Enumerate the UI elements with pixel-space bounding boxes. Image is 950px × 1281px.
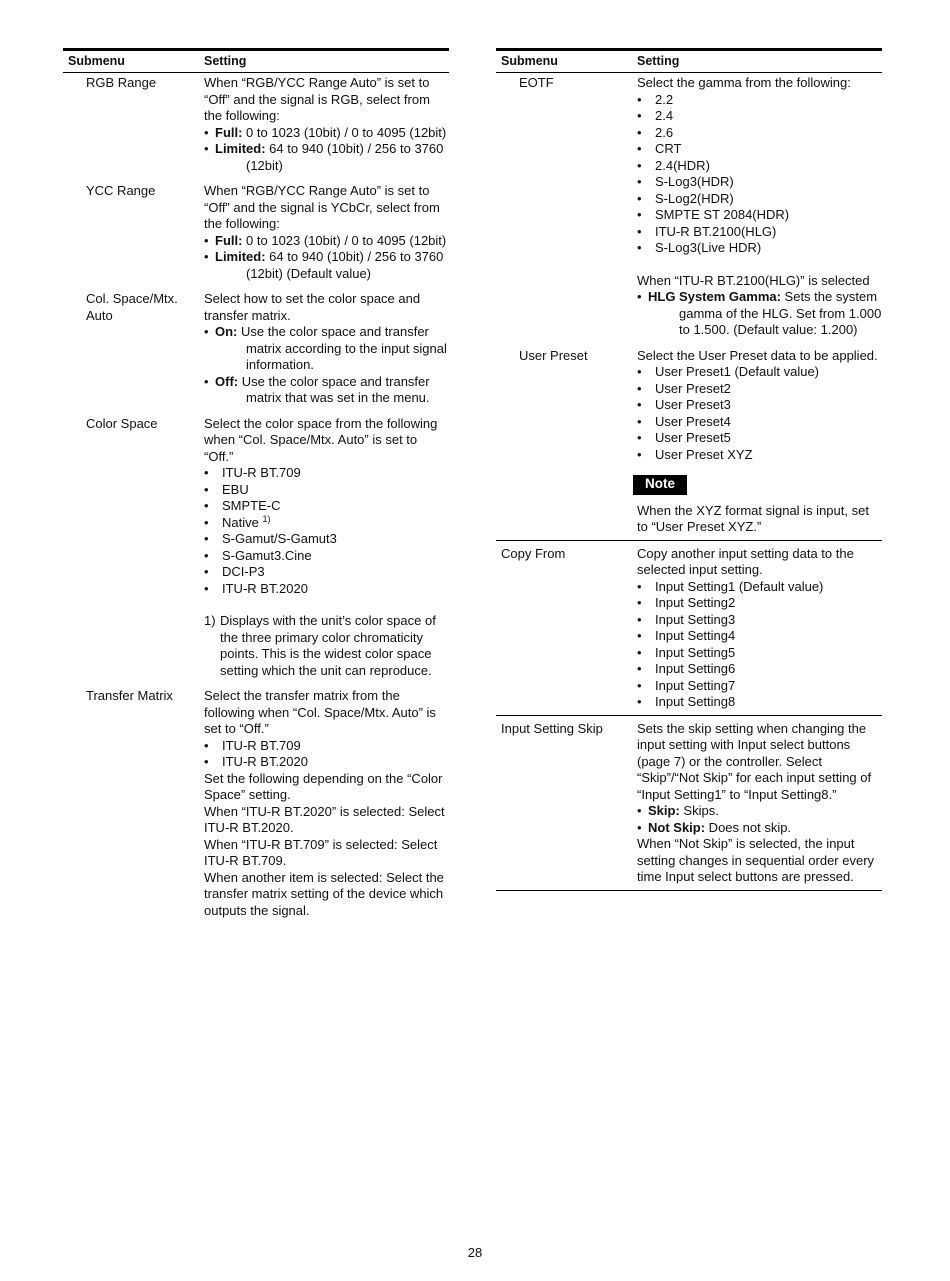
note-label: Note	[633, 475, 687, 495]
setting-cell	[204, 688, 449, 919]
list-item: • ITU-R BT.709	[204, 737, 301, 753]
list-item: • 2.6	[637, 124, 674, 140]
note-text: When the XYZ format signal is input, set to “User Preset XYZ.”	[637, 502, 869, 534]
list-item: • Input Setting1 (Default value)	[637, 578, 824, 594]
submenu-label: Copy From	[501, 545, 566, 561]
list-item: • Input Setting8	[637, 694, 736, 709]
right-table	[496, 48, 882, 891]
setting-intro: Select the User Preset data to be applied.	[637, 347, 878, 363]
header-setting: Setting	[637, 54, 680, 69]
row-ycc-range	[63, 181, 449, 282]
setting-cell	[204, 183, 449, 282]
submenu-label: YCC Range	[86, 183, 156, 198]
list-item: • Limited: 64 to 940 (10bit) / 256 to 3760 (12bit)	[204, 141, 444, 173]
header-submenu: Submenu	[68, 54, 125, 69]
left-table	[63, 48, 449, 919]
list-item: • Off: Use the color space and transfer matrix that was set in the menu.	[204, 373, 430, 405]
row-input-setting-skip	[496, 719, 882, 891]
submenu-label: Col. Space/Mtx. Auto	[86, 291, 178, 323]
list-item: • ITU-R BT.2020	[204, 754, 308, 769]
row-col-space-auto	[63, 289, 449, 407]
list-item: • S-Gamut/S-Gamut3	[204, 531, 337, 546]
list-item: • HLG System Gamma: Sets the system gamma of the HLG. Set from 1.000 to 1.500. (Default value: 1.200)	[637, 289, 882, 337]
list-item: • Not Skip: Does not skip.	[637, 819, 792, 835]
list-item: • EBU	[204, 481, 249, 497]
list-item: • User Preset2	[637, 380, 731, 396]
setting-intro: Select the transfer matrix from the following when “Col. Space/Mtx. Auto” is set to “Off.”	[204, 688, 436, 736]
setting-cell	[204, 75, 449, 174]
row-transfer-matrix	[63, 686, 449, 919]
list-item: • 2.4	[637, 108, 674, 123]
list-item: • ITU-R BT.2020	[204, 580, 308, 596]
list-item: • Limited: 64 to 940 (10bit) / 256 to 3760 (12bit) (Default value)	[204, 249, 444, 281]
setting-text: When another item is selected: Select the transfer matrix setting of the device which outputs the signal.	[204, 869, 444, 918]
setting-cell	[637, 348, 882, 536]
list-item: • Full: 0 to 1023 (10bit) / 0 to 4095 (12bit)	[204, 232, 447, 248]
list-item: • User Preset3	[637, 397, 731, 412]
list-item: • Input Setting7	[637, 677, 736, 693]
submenu-label: User Preset	[519, 347, 588, 363]
row-color-space	[63, 414, 449, 680]
setting-intro: Sets the skip setting when changing the input setting with Input select buttons (page 7) or the controller. Select “Skip”/“Not Skip” for each input setting of “Input Setting1” to “Input Setting8.”	[637, 720, 872, 802]
setting-text: Set the following depending on the “Color Space” setting.	[204, 770, 443, 802]
list-item: • Input Setting6	[637, 661, 736, 676]
list-item: • 2.2	[637, 91, 674, 107]
list-item: • ITU-R BT.2100(HLG)	[637, 223, 777, 239]
setting-text: When “ITU-R BT.2020” is selected: Select ITU-R BT.2020.	[204, 803, 445, 835]
header-submenu: Submenu	[501, 54, 558, 69]
row-user-preset	[496, 346, 882, 541]
setting-intro: Select the color space from the following when “Col. Space/Mtx. Auto” is set to “Off.”	[204, 415, 438, 464]
list-item: • Full: 0 to 1023 (10bit) / 0 to 4095 (12bit)	[204, 124, 447, 140]
setting-cell	[637, 75, 882, 339]
submenu-label: Color Space	[86, 415, 158, 431]
footnote-ref: 1)	[262, 513, 271, 524]
submenu-label: RGB Range	[86, 75, 157, 90]
setting-cell	[204, 291, 449, 407]
setting-cell	[204, 416, 449, 680]
list-item: • DCI-P3	[204, 564, 265, 579]
list-item: • S-Log2(HDR)	[637, 190, 734, 206]
list-item: • Native $^{1)}$	[204, 513, 271, 530]
setting-intro: When “RGB/YCC Range Auto” is set to “Off” and the signal is RGB, select from the following:	[204, 75, 430, 123]
submenu-label: Transfer Matrix	[86, 688, 173, 703]
list-item: • SMPTE-C	[204, 498, 281, 513]
setting-cell	[637, 546, 882, 711]
setting-text: When “ITU-R BT.2100(HLG)” is selected	[637, 272, 870, 288]
list-item: • CRT	[637, 141, 682, 156]
setting-intro: Copy another input setting data to the selected input setting.	[637, 545, 854, 577]
table-header	[63, 48, 449, 73]
list-item: • S-Log3(HDR)	[637, 174, 734, 189]
setting-cell	[637, 721, 882, 886]
setting-text: When “ITU-R BT.709” is selected: Select ITU-R BT.709.	[204, 836, 438, 868]
list-item: • User Preset1 (Default value)	[637, 364, 820, 379]
list-item: • Input Setting4	[637, 628, 736, 643]
list-item: • S-Gamut3.Cine	[204, 547, 312, 563]
setting-intro: When “RGB/YCC Range Auto” is set to “Off” and the signal is YCbCr, select from the following:	[204, 183, 440, 231]
list-item: • Input Setting5	[637, 644, 736, 660]
row-copy-from	[496, 544, 882, 716]
submenu-label: EOTF	[519, 75, 554, 90]
setting-intro: Select how to set the color space and transfer matrix.	[204, 291, 421, 323]
setting-text: When “Not Skip” is selected, the input setting changes in sequential order every time Input select buttons are pressed.	[637, 836, 875, 884]
list-item: • Input Setting3	[637, 611, 736, 627]
list-item: • ITU-R BT.709	[204, 465, 301, 480]
list-item: • 2.4(HDR)	[637, 157, 710, 173]
row-rgb-range	[63, 73, 449, 174]
setting-intro: Select the gamma from the following:	[637, 75, 851, 90]
list-item: • User Preset XYZ	[637, 446, 753, 462]
submenu-label: Input Setting Skip	[501, 720, 603, 736]
row-eotf	[496, 73, 882, 339]
header-setting: Setting	[204, 54, 247, 69]
list-item: • Input Setting2	[637, 595, 736, 610]
list-item: • User Preset4	[637, 413, 731, 429]
footnote: 1) Displays with the unit’s color space of the three primary color chromaticity points. This is the widest color space setting which the unit can reproduce.	[204, 613, 436, 678]
list-item: • On: Use the color space and transfer matrix according to the input signal information.	[204, 324, 447, 372]
table-header	[496, 48, 882, 73]
list-item: • Skip: Skips.	[637, 803, 719, 818]
list-item: • S-Log3(Live HDR)	[637, 240, 762, 255]
list-item: • SMPTE ST 2084(HDR)	[637, 207, 790, 222]
list-item: • User Preset5	[637, 430, 731, 445]
page-number: 28	[467, 1245, 483, 1260]
